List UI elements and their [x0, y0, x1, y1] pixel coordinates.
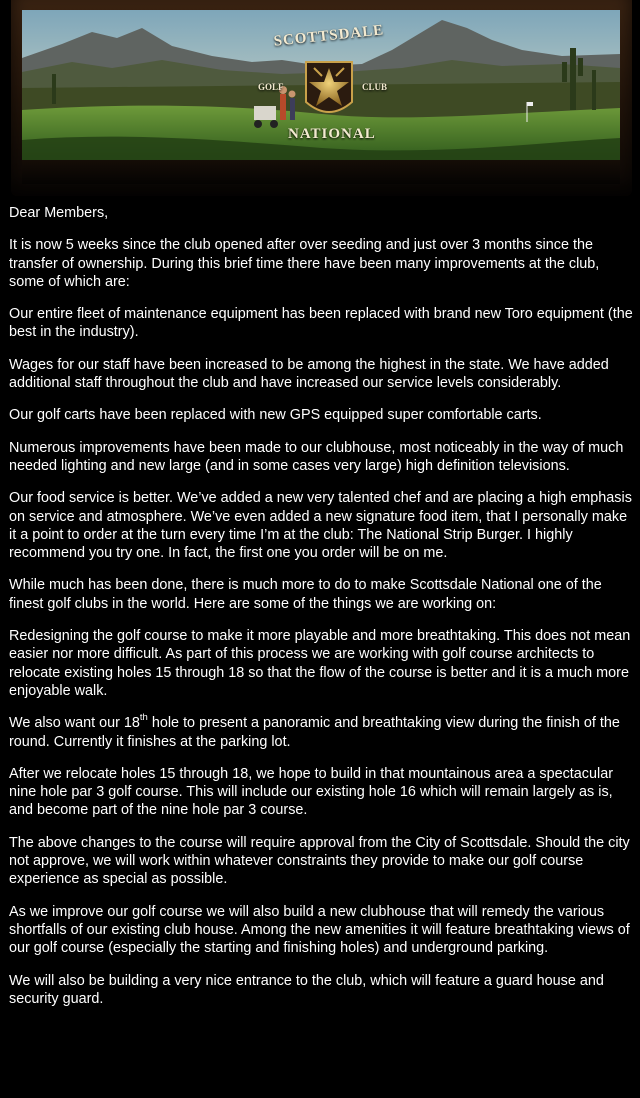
paragraph: It is now 5 weeks since the club opened after over seeding and just over 3 months since the transfer of ownership. During this brief time there have been many improvements at the club, some of which are:	[9, 237, 600, 290]
letter-body	[9, 204, 635, 1022]
logo-text-top: SCOTTSDALE	[272, 22, 385, 50]
paragraph: We will also be building a very nice entrance to the club, which will feature a guard house and security guard.	[9, 972, 604, 1007]
paragraph: Our golf carts have been replaced with new GPS equipped super comfortable carts.	[9, 407, 542, 424]
paragraph-18th-hole	[9, 714, 635, 751]
paragraph: The above changes to the course will require approval from the City of Scottsdale. Should the city not approve, we will work within whatever constraints they provide to make our golf course experience as special as possible.	[9, 834, 630, 888]
paragraph: Our food service is better. We’ve added a new very talented chef and are placing a high emphasis on service and atmosphere. We’ve even added a new signature food item, that I personally make it a point to order at the turn every time I’m at the club: The National Strip Burger. I highly recommend you try one. In fact, the first one you order will be on me.	[9, 490, 632, 562]
paragraph: As we improve our golf course we will also build a new clubhouse that will remedy the various shortfalls of our existing club house. Among the new amenities it will feature breathtaking views of our golf course (especially the starting and finishing holes) and underground parking.	[9, 903, 630, 957]
text: We also want our 18	[9, 715, 140, 732]
superscript: th	[139, 712, 148, 724]
paragraph: Numerous improvements have been made to our clubhouse, most noticeably in the way of much needed lighting and new large (and in some cases very large) high definition televisions.	[9, 439, 624, 474]
club-banner	[22, 10, 620, 160]
club-logo	[306, 62, 352, 112]
text: hole to present a panoramic and breathtaking view during the finish of the round. Currently it finishes at the parking lot.	[9, 715, 620, 750]
greeting: Dear Members,	[9, 205, 109, 221]
banner-shadow	[22, 160, 620, 184]
paragraph: Our entire fleet of maintenance equipment has been replaced with brand new Toro equipment (the best in the industry).	[9, 306, 633, 341]
paragraph: While much has been done, there is much more to do to make Scottsdale National one of the finest golf clubs in the world. Here are some of the things we are working on:	[9, 577, 602, 612]
paragraph: After we relocate holes 15 through 18, we hope to build in that mountainous area a spectacular nine hole par 3 golf course. This will include our existing hole 16 which will remain largely as is, and become part of the nine hole par 3 course.	[9, 765, 613, 819]
logo-text-left: GOLF	[258, 82, 284, 92]
logo-text-right: CLUB	[362, 82, 388, 92]
paragraph: Wages for our staff have been increased to be among the highest in the state. We have added additional staff throughout the club and have increased our service levels considerably.	[9, 356, 609, 392]
logo-text-bottom: NATIONAL	[288, 126, 376, 142]
paragraph: Redesigning the golf course to make it more playable and more breathtaking. This does not mean easier nor more difficult. As part of this process we are working with golf course architects to relocate existing holes 15 through 18 so that the flow of the course is better and it is a much more enjoyable walk.	[9, 628, 631, 699]
